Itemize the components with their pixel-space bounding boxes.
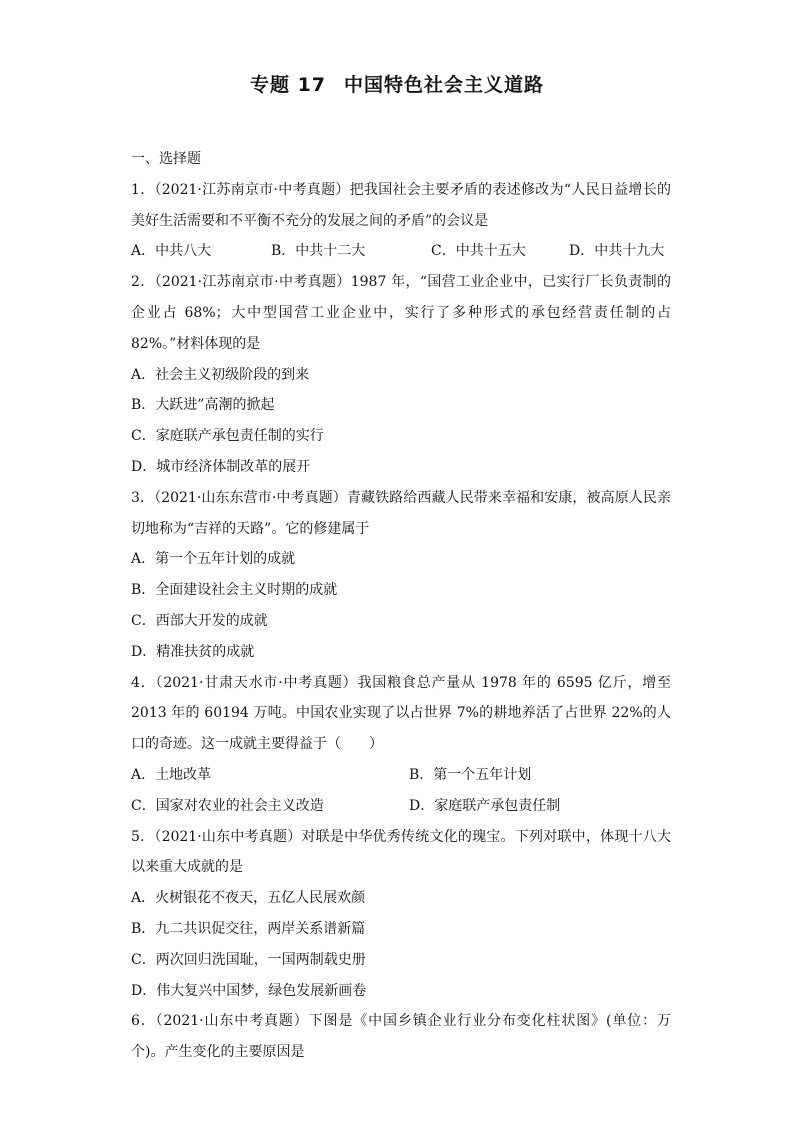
option-c: C．中共十五大: [431, 243, 526, 260]
option-a: A．第一个五年计划的成就: [131, 551, 296, 568]
option-d: D．中共十九大: [569, 243, 665, 260]
option-a: A．社会主义初级阶段的到来: [131, 366, 310, 383]
option-c: C．国家对农业的社会主义改造: [131, 797, 324, 814]
option-b: B．中共十二大: [271, 243, 366, 260]
question-1-options: [131, 236, 671, 267]
option-d: D．伟大复兴中国梦，绿色发展新画卷: [131, 982, 367, 999]
section-heading: 一、选择题: [131, 151, 201, 167]
question-4-options-row1: [131, 760, 671, 791]
question-6-stem: 6．（2021·山东中考真题）下图是《中国乡镇企业行业分布变化柱状图》(单位：万个)。产生变化的主要原因是: [131, 1013, 671, 1061]
question-2-stem: 2．（2021·江苏南京市·中考真题）1987 年，“国营工业企业中，已实行厂长负责制的企业占 68%；大中型国营工业企业中，实行了多种形式的承包经营责任制的占 82%。”材料体现的是: [131, 274, 671, 352]
option-d: D．精准扶贫的成就: [131, 643, 255, 660]
question-1-stem: 1．（2021·江苏南京市·中考真题）把我国社会主要矛盾的表述修改为“人民日益增长的美好生活需要和不平衡不充分的发展之间的矛盾”的会议是: [131, 181, 671, 229]
option-b: B．第一个五年计划: [409, 766, 532, 783]
option-a: A．土地改革: [131, 766, 212, 783]
option-a: A．中共八大: [131, 243, 212, 260]
question-list: [131, 144, 671, 1068]
question-4-stem: 4．（2021·甘肃天水市·中考真题）我国粮食总产量从 1978 年的 6595 亿斤，增至 2013 年的 60194 万吨。中国农业实现了以占世界 7%的耕地养活了占世界 22%的人口的奇迹。这一成就主要得益于（ ）: [131, 674, 671, 753]
option-c: C．两次回归洗国耻，一国两制载史册: [131, 951, 366, 968]
question-5-stem: 5．（2021·山东中考真题）对联是中华优秀传统文化的瑰宝。下列对联中，体现十八大以来重大成就的是: [131, 828, 671, 876]
page-title: [0, 70, 794, 97]
title-main: 中国特色社会主义道路: [344, 74, 545, 96]
option-c: C．西部大开发的成就: [131, 612, 268, 629]
option-b: B．全面建设社会主义时期的成就: [131, 582, 338, 599]
option-a: A．火树银花不夜天，五亿人民展欢颜: [131, 890, 366, 907]
option-c: C．家庭联产承包责任制的实行: [131, 428, 324, 445]
question-4-options-row2: [131, 791, 671, 822]
option-d: D．城市经济体制改革的展开: [131, 458, 311, 475]
question-3-stem: 3．（2021·山东东营市·中考真题）青藏铁路给西藏人民带来幸福和安康，被高原人民亲切地称为“吉祥的天路”。它的修建属于: [131, 489, 671, 537]
option-b: B．九二共识促交往，两岸关系谱新篇: [131, 920, 366, 937]
option-d: D．家庭联产承包责任制: [409, 797, 561, 814]
title-prefix: 专题 17: [249, 74, 327, 96]
option-b: B．大跃进”高潮的掀起: [131, 397, 275, 414]
